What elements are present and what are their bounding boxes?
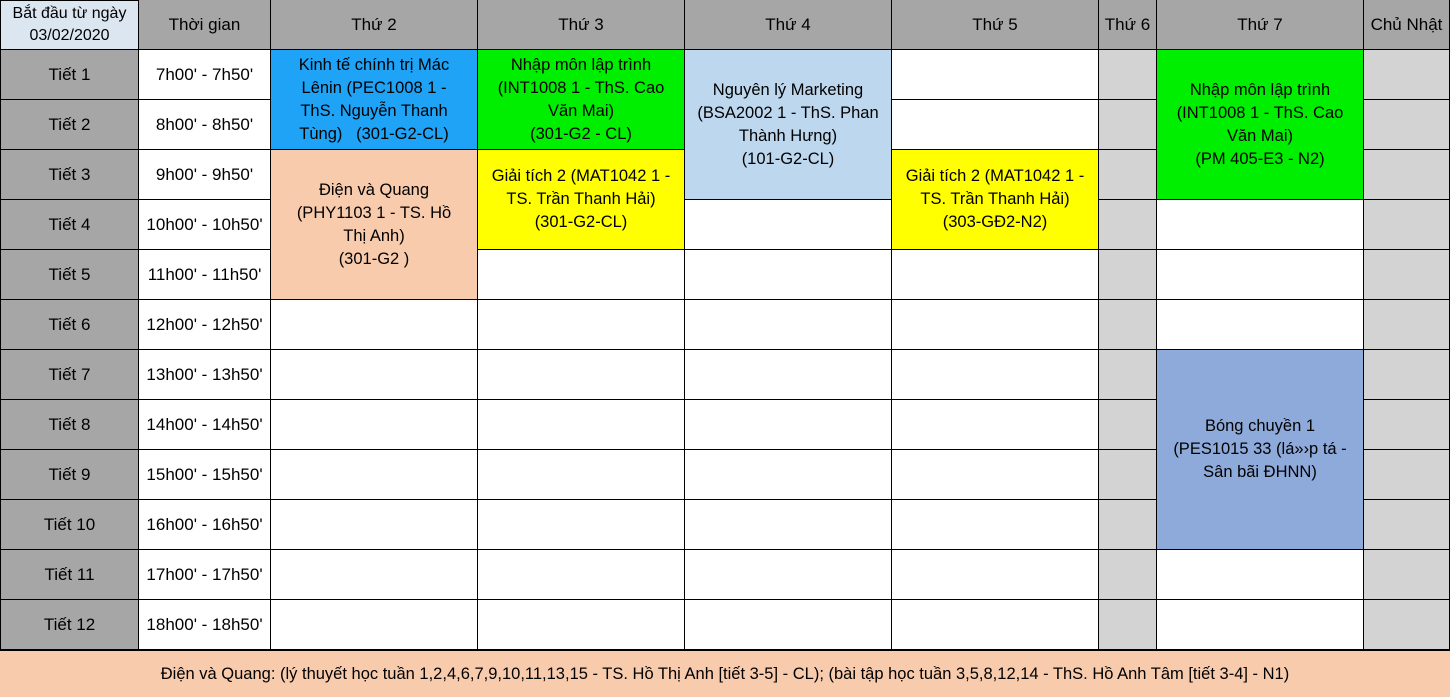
course-text-line: Kinh tế chính trị Mác xyxy=(298,55,450,74)
time-slot: 10h00' - 10h50' xyxy=(139,200,271,250)
time-slot: 17h00' - 17h50' xyxy=(139,550,271,600)
empty-cell xyxy=(271,350,478,400)
time-slot: 13h00' - 13h50' xyxy=(139,350,271,400)
weekend-cell xyxy=(1364,100,1450,150)
empty-cell xyxy=(1157,200,1364,250)
day-header: Thứ 6 xyxy=(1099,0,1157,50)
weekend-cell xyxy=(1364,250,1450,300)
course-text-line: TS. Trần Thanh Hải) xyxy=(506,190,656,208)
empty-cell xyxy=(478,400,685,450)
day-header: Thứ 5 xyxy=(892,0,1099,50)
weekend-cell xyxy=(1099,150,1157,200)
empty-cell xyxy=(685,400,892,450)
course-text-line: Sân bãi ĐHNN) xyxy=(1203,463,1317,481)
start-date-label: Bắt đầu từ ngày xyxy=(12,5,127,22)
course-text-line: (PM 405-E3 - N2) xyxy=(1195,149,1325,168)
start-date-header xyxy=(0,0,139,50)
empty-cell xyxy=(271,600,478,650)
period-label: Tiết 3 xyxy=(0,150,139,200)
course-block[interactable] xyxy=(271,50,478,150)
course-text-line: Thị Anh) xyxy=(343,226,405,245)
weekend-cell xyxy=(1364,600,1450,650)
weekend-cell xyxy=(1364,500,1450,550)
time-slot: 7h00' - 7h50' xyxy=(139,50,271,100)
course-block[interactable] xyxy=(478,150,685,250)
period-label: Tiết 5 xyxy=(0,250,139,300)
time-slot: 11h00' - 11h50' xyxy=(139,250,271,300)
period-label: Tiết 11 xyxy=(0,550,139,600)
empty-cell xyxy=(892,250,1099,300)
empty-cell xyxy=(271,300,478,350)
empty-cell xyxy=(685,500,892,550)
empty-cell xyxy=(271,400,478,450)
period-label: Tiết 12 xyxy=(0,600,139,650)
empty-cell xyxy=(271,450,478,500)
course-text-line: Văn Mai) xyxy=(1226,126,1294,145)
weekend-cell xyxy=(1099,300,1157,350)
period-label: Tiết 1 xyxy=(0,50,139,100)
time-slot: 9h00' - 9h50' xyxy=(139,150,271,200)
course-block[interactable] xyxy=(478,50,685,150)
course-block[interactable] xyxy=(1157,350,1364,550)
empty-cell xyxy=(478,250,685,300)
empty-cell xyxy=(478,300,685,350)
weekend-cell xyxy=(1099,350,1157,400)
time-slot: 15h00' - 15h50' xyxy=(139,450,271,500)
period-label: Tiết 6 xyxy=(0,300,139,350)
course-text-line: (BSA2002 1 - ThS. Phan xyxy=(697,103,879,122)
course-text-line: (301-G2 - CL) xyxy=(530,124,632,143)
empty-cell xyxy=(685,450,892,500)
empty-cell xyxy=(271,550,478,600)
course-text-line: Tùng) (301-G2-CL) xyxy=(299,124,449,143)
period-label: Tiết 10 xyxy=(0,500,139,550)
period-label: Tiết 9 xyxy=(0,450,139,500)
course-text-line: (301-G2-CL) xyxy=(534,213,628,231)
weekend-cell xyxy=(1364,450,1450,500)
course-text-line: Bóng chuyền 1 xyxy=(1204,417,1316,435)
weekend-cell xyxy=(1099,250,1157,300)
empty-cell xyxy=(892,450,1099,500)
period-label: Tiết 7 xyxy=(0,350,139,400)
course-text-line: Nhập môn lập trình xyxy=(1189,80,1331,99)
course-text-line: (INT1008 1 - ThS. Cao xyxy=(497,78,665,97)
course-text-line: (INT1008 1 - ThS. Cao xyxy=(1176,103,1344,122)
period-label: Tiết 4 xyxy=(0,200,139,250)
empty-cell xyxy=(892,50,1099,100)
empty-cell xyxy=(685,250,892,300)
weekend-cell xyxy=(1364,550,1450,600)
weekend-cell xyxy=(1099,400,1157,450)
empty-cell xyxy=(685,350,892,400)
course-text-line: (301-G2 ) xyxy=(338,249,410,268)
footnote: Điện và Quang: (lý thuyết học tuần 1,2,4,6,7,9,10,11,13,15 - TS. Hồ Thị Anh [tiết 3-5] - CL); (bài tập học tuần 3,5,8,12,14 - ThS. Hồ Anh Tâm [tiết 3-4] - N1) xyxy=(0,650,1450,697)
weekend-cell xyxy=(1099,450,1157,500)
weekend-cell xyxy=(1099,100,1157,150)
course-text-line: (303-GĐ2-N2) xyxy=(942,213,1048,231)
course-text-line: Thành Hưng) xyxy=(738,126,838,145)
course-block[interactable] xyxy=(271,150,478,300)
empty-cell xyxy=(685,550,892,600)
empty-cell xyxy=(892,500,1099,550)
weekend-cell xyxy=(1099,500,1157,550)
empty-cell xyxy=(478,600,685,650)
course-text-line: Lênin (PEC1008 1 - xyxy=(301,78,447,97)
empty-cell xyxy=(685,300,892,350)
empty-cell xyxy=(892,350,1099,400)
weekend-cell xyxy=(1364,350,1450,400)
weekend-cell xyxy=(1364,200,1450,250)
course-block[interactable] xyxy=(1157,50,1364,200)
day-header: Thứ 7 xyxy=(1157,0,1364,50)
course-block[interactable] xyxy=(892,150,1099,250)
course-text-line: Văn Mai) xyxy=(547,101,615,120)
empty-cell xyxy=(685,600,892,650)
time-slot: 8h00' - 8h50' xyxy=(139,100,271,150)
empty-cell xyxy=(892,550,1099,600)
start-date-value: 03/02/2020 xyxy=(29,27,110,44)
empty-cell xyxy=(478,500,685,550)
course-block[interactable] xyxy=(685,50,892,200)
empty-cell xyxy=(1157,600,1364,650)
time-slot: 14h00' - 14h50' xyxy=(139,400,271,450)
course-text-line: ThS. Nguyễn Thanh xyxy=(300,101,448,120)
empty-cell xyxy=(892,100,1099,150)
course-text-line: Giải tích 2 (MAT1042 1 - xyxy=(905,167,1085,185)
course-text-line: Điện và Quang xyxy=(318,180,430,199)
weekend-cell xyxy=(1099,550,1157,600)
time-column-header: Thời gian xyxy=(139,0,271,50)
empty-cell xyxy=(892,600,1099,650)
weekend-cell xyxy=(1364,50,1450,100)
time-slot: 12h00' - 12h50' xyxy=(139,300,271,350)
weekend-cell xyxy=(1099,200,1157,250)
empty-cell xyxy=(271,500,478,550)
empty-cell xyxy=(478,450,685,500)
empty-cell xyxy=(1157,250,1364,300)
day-header: Chủ Nhật xyxy=(1364,0,1450,50)
weekend-cell xyxy=(1364,150,1450,200)
period-label: Tiết 2 xyxy=(0,100,139,150)
empty-cell xyxy=(1157,300,1364,350)
empty-cell xyxy=(892,300,1099,350)
day-header: Thứ 4 xyxy=(685,0,892,50)
period-label: Tiết 8 xyxy=(0,400,139,450)
weekend-cell xyxy=(1099,50,1157,100)
weekend-cell xyxy=(1364,300,1450,350)
course-text-line: Nguyên lý Marketing xyxy=(712,80,864,99)
course-text-line: (101-G2-CL) xyxy=(741,149,835,168)
empty-cell xyxy=(478,550,685,600)
time-slot: 18h00' - 18h50' xyxy=(139,600,271,650)
empty-cell xyxy=(892,400,1099,450)
course-text-line: TS. Trần Thanh Hải) xyxy=(920,190,1070,208)
course-text-line: (PES1015 33 (lá»›p tá - xyxy=(1173,440,1347,458)
course-text-line: (PHY1103 1 - TS. Hồ xyxy=(296,203,452,222)
weekend-cell xyxy=(1364,400,1450,450)
day-header: Thứ 2 xyxy=(271,0,478,50)
course-text-line: Nhập môn lập trình xyxy=(510,55,652,74)
empty-cell xyxy=(685,200,892,250)
time-slot: 16h00' - 16h50' xyxy=(139,500,271,550)
weekend-cell xyxy=(1099,600,1157,650)
day-header: Thứ 3 xyxy=(478,0,685,50)
empty-cell xyxy=(1157,550,1364,600)
course-text-line: Giải tích 2 (MAT1042 1 - xyxy=(491,167,671,185)
empty-cell xyxy=(478,350,685,400)
